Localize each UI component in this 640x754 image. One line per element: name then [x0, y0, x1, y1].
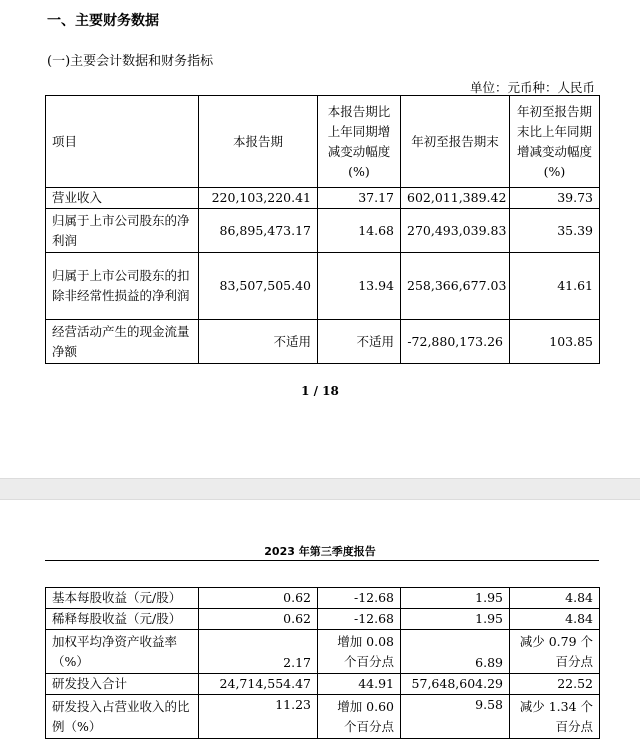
row-current: 86,895,473.17 [199, 209, 318, 253]
row-change: -12.68 [318, 609, 401, 630]
header-item: 项目 [46, 96, 199, 188]
report-title: 2023 年第三季度报告 [264, 545, 376, 558]
table-row [46, 609, 600, 630]
table-row [46, 320, 600, 364]
row-current: 0.62 [199, 588, 318, 609]
row-change: -12.68 [318, 588, 401, 609]
unit-label: 单位：元币种：人民币 [469, 80, 595, 95]
row-change: 增加 0.08 个百分点 [318, 630, 401, 674]
row-item: 基本每股收益（元/股） [46, 588, 199, 609]
row-ytd: 258,366,677.03 [401, 253, 510, 320]
row-item: 研发投入合计 [46, 674, 199, 695]
row-current: 0.62 [199, 609, 318, 630]
row-ytd-change: 41.61 [510, 253, 600, 320]
row-ytd: 6.89 [401, 630, 510, 674]
row-ytd-change: 减少 1.34 个百分点 [510, 695, 600, 739]
table-row [46, 188, 600, 209]
subsection-title: (一)主要会计数据和财务指标 [47, 54, 214, 69]
row-current: 220,103,220.41 [199, 188, 318, 209]
page-separator [0, 478, 640, 500]
row-ytd-change: 39.73 [510, 188, 600, 209]
row-ytd: -72,880,173.26 [401, 320, 510, 364]
row-ytd-change: 减少 0.79 个百分点 [510, 630, 600, 674]
table-row [46, 209, 600, 253]
row-change: 14.68 [318, 209, 401, 253]
row-ytd-change: 22.52 [510, 674, 600, 695]
document-page-2 [0, 500, 640, 754]
row-ytd-change: 103.85 [510, 320, 600, 364]
row-item: 研发投入占营业收入的比例（%） [46, 695, 199, 739]
row-item: 稀释每股收益（元/股） [46, 609, 199, 630]
row-current: 24,714,554.47 [199, 674, 318, 695]
table-row [46, 674, 600, 695]
row-item: 营业收入 [46, 188, 199, 209]
row-current: 2.17 [199, 630, 318, 674]
row-ytd: 1.95 [401, 609, 510, 630]
table-row [46, 695, 600, 739]
row-ytd: 57,648,604.29 [401, 674, 510, 695]
row-current: 不适用 [199, 320, 318, 364]
header-rule [45, 560, 599, 561]
row-change: 37.17 [318, 188, 401, 209]
row-ytd-change: 4.84 [510, 588, 600, 609]
header-ytd-change: 年初至报告期末比上年同期增减变动幅度(%) [510, 96, 600, 188]
page-number: 1 / 18 [301, 384, 339, 398]
row-current: 83,507,505.40 [199, 253, 318, 320]
row-item: 归属于上市公司股东的净利润 [46, 209, 199, 253]
row-item: 加权平均净资产收益率（%） [46, 630, 199, 674]
row-ytd: 9.58 [401, 695, 510, 739]
row-ytd-change: 4.84 [510, 609, 600, 630]
row-current: 11.23 [199, 695, 318, 739]
row-ytd: 1.95 [401, 588, 510, 609]
row-item: 经营活动产生的现金流量净额 [46, 320, 199, 364]
table-row [46, 588, 600, 609]
financial-data-table [45, 95, 600, 364]
header-ytd: 年初至报告期末 [401, 96, 510, 188]
row-change: 44.91 [318, 674, 401, 695]
financial-indicators-table [45, 587, 600, 739]
row-ytd: 602,011,389.42 [401, 188, 510, 209]
row-change: 13.94 [318, 253, 401, 320]
header-current-period: 本报告期 [199, 96, 318, 188]
row-ytd-change: 35.39 [510, 209, 600, 253]
table-header-row [46, 96, 600, 188]
row-change: 不适用 [318, 320, 401, 364]
section-title: 一、主要财务数据 [47, 13, 159, 29]
table-row [46, 630, 600, 674]
row-ytd: 270,493,039.83 [401, 209, 510, 253]
row-item: 归属于上市公司股东的扣除非经常性损益的净利润 [46, 253, 199, 320]
table-row [46, 253, 600, 320]
header-change: 本报告期比上年同期增减变动幅度(%) [318, 96, 401, 188]
row-change: 增加 0.60 个百分点 [318, 695, 401, 739]
